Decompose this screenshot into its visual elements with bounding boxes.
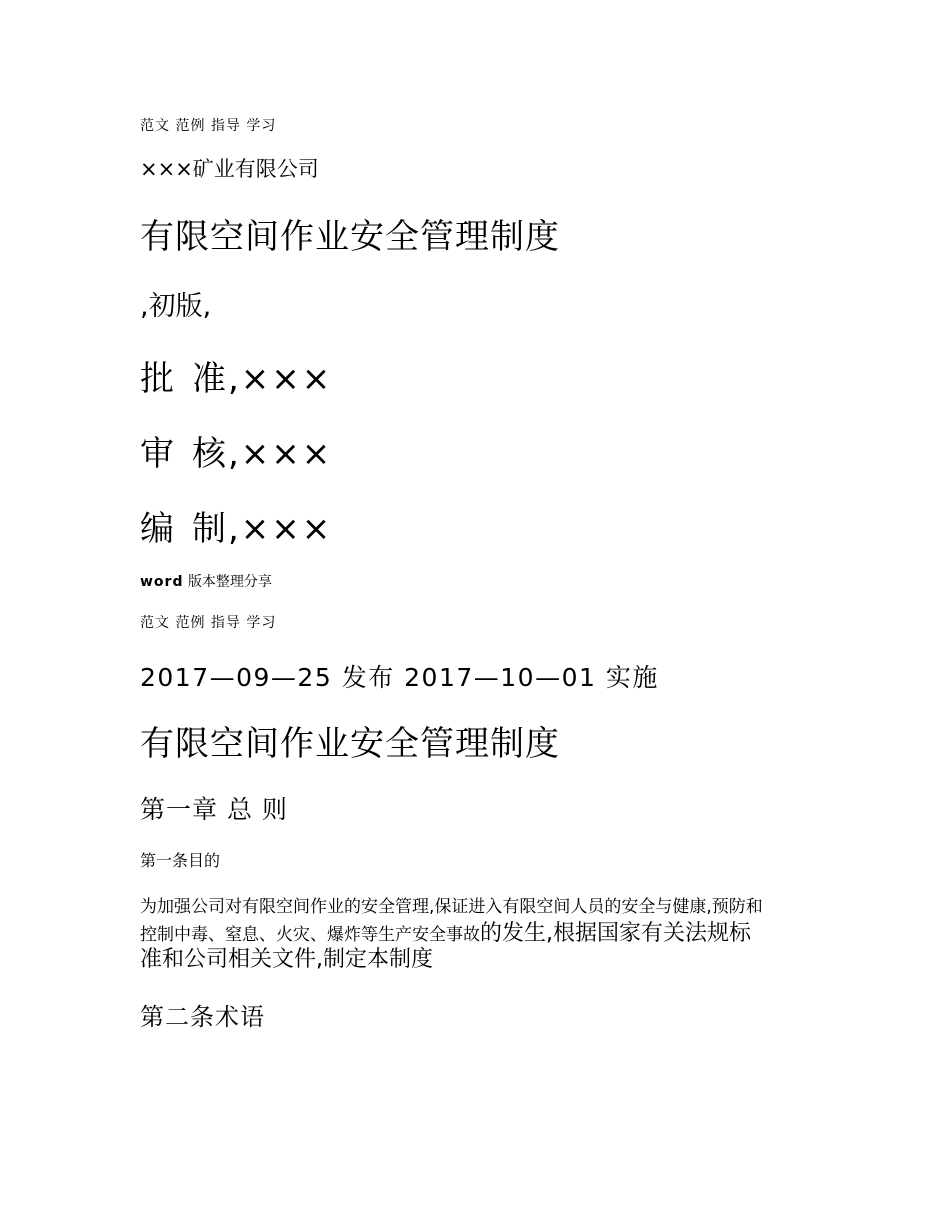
compile-line bbox=[140, 509, 333, 549]
approve-label-1: 批 bbox=[140, 359, 176, 399]
word-version-note bbox=[140, 575, 272, 589]
compile-label-1: 编 bbox=[140, 509, 176, 549]
word-note-bold: word bbox=[140, 574, 184, 590]
paragraph-line-3: 准和公司相关文件,制定本制度 bbox=[140, 947, 433, 972]
header-tag: 范文 范例 指导 学习 bbox=[140, 615, 277, 631]
article-heading: 第二条术语 bbox=[140, 1003, 265, 1031]
compile-label-2: 制 bbox=[192, 509, 228, 549]
publish-dates: 2017—09—25 发布 2017—10—01 实施 bbox=[140, 663, 659, 692]
header-tag: 范文 范例 指导 学习 bbox=[140, 118, 277, 134]
word-note-rest: 版本整理分享 bbox=[187, 574, 272, 590]
approve-label-2: 准 bbox=[192, 359, 228, 399]
cover-title: 有限空间作业安全管理制度 bbox=[140, 217, 560, 257]
article-heading: 第一条目的 bbox=[140, 851, 221, 870]
purpose-paragraph bbox=[140, 899, 840, 971]
paragraph-line-1: 为加强公司对有限空间作业的安全管理,保证进入有限空间人员的安全与健康,预防和 bbox=[140, 897, 763, 917]
company-name: ×××矿业有限公司 bbox=[140, 157, 319, 181]
paragraph-line-2 bbox=[140, 923, 840, 945]
review-value: ,××× bbox=[228, 434, 333, 474]
paragraph-line-2-small: 控制中毒、窒息、火灾、爆炸等生产安全事故 bbox=[140, 925, 480, 945]
review-line bbox=[140, 434, 333, 474]
review-label-2: 核 bbox=[192, 434, 228, 474]
chapter-heading: 第一章 总 则 bbox=[140, 795, 288, 824]
approve-value: ,××× bbox=[228, 359, 333, 399]
compile-value: ,××× bbox=[228, 509, 333, 549]
approve-line bbox=[140, 359, 333, 399]
paragraph-line-2-large: 的发生,根据国家有关法规标 bbox=[480, 921, 751, 946]
edition-label: ,初版, bbox=[140, 291, 212, 322]
body-title: 有限空间作业安全管理制度 bbox=[140, 724, 560, 764]
review-label-1: 审 bbox=[140, 434, 176, 474]
